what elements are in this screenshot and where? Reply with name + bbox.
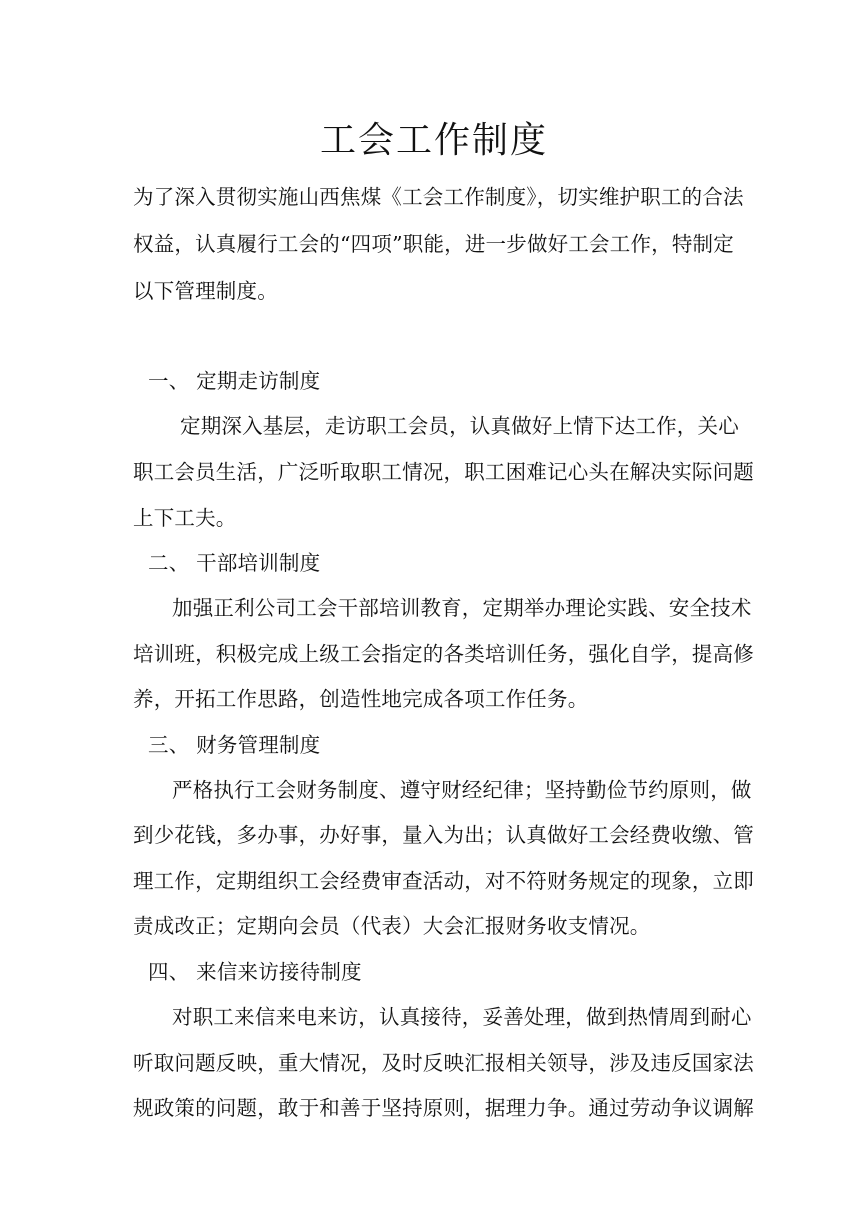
paragraph-line: 对职工来信来电来访，认真接待，妥善处理，做到热情周到耐心 [172, 1005, 752, 1029]
paragraph-line: 上下工夫。 [133, 506, 237, 530]
intro-line: 以下管理制度。 [133, 279, 278, 303]
intro-line: 为了深入贯彻实施山西焦煤《工会工作制度》，切实维护职工的合法 [133, 185, 744, 209]
paragraph-line: 定期深入基层，走访职工会员，认真做好上情下达工作，关心 [180, 414, 739, 438]
paragraph-line: 到少花钱，多办事，办好事，量入为出；认真做好工会经费收缴、管 [133, 823, 754, 847]
section-heading: 一、 定期走访制度 [148, 369, 321, 393]
paragraph-line: 养，开拓工作思路，创造性地完成各项工作任务。 [133, 687, 589, 711]
paragraph-line: 培训班，积极完成上级工会指定的各类培训任务，强化自学，提高修 [133, 642, 754, 666]
section-heading: 四、 来信来访接待制度 [148, 960, 362, 984]
paragraph-line: 责成改正；定期向会员（代表）大会汇报财务收支情况。 [133, 914, 651, 938]
document-title: 工会工作制度 [319, 120, 548, 161]
intro-line: 权益，认真履行工会的“四项”职能，进一步做好工会工作，特制定 [133, 232, 734, 256]
section-heading: 三、 财务管理制度 [148, 733, 321, 757]
section-heading: 二、 干部培训制度 [148, 551, 321, 575]
paragraph-line: 职工会员生活，广泛听取职工情况，职工困难记心头在解决实际问题 [133, 460, 754, 484]
paragraph-line: 严格执行工会财务制度、遵守财经纪律；坚持勤俭节约原则，做 [172, 778, 752, 802]
paragraph-line: 加强正利公司工会干部培训教育，定期举办理论实践、安全技术 [172, 596, 752, 620]
paragraph-line: 规政策的问题，敢于和善于坚持原则，据理力争。通过劳动争议调解 [133, 1096, 754, 1120]
paragraph-line: 听取问题反映，重大情况，及时反映汇报相关领导，涉及违反国家法 [133, 1051, 754, 1075]
paragraph-line: 理工作，定期组织工会经费审查活动，对不符财务规定的现象，立即 [133, 869, 754, 893]
